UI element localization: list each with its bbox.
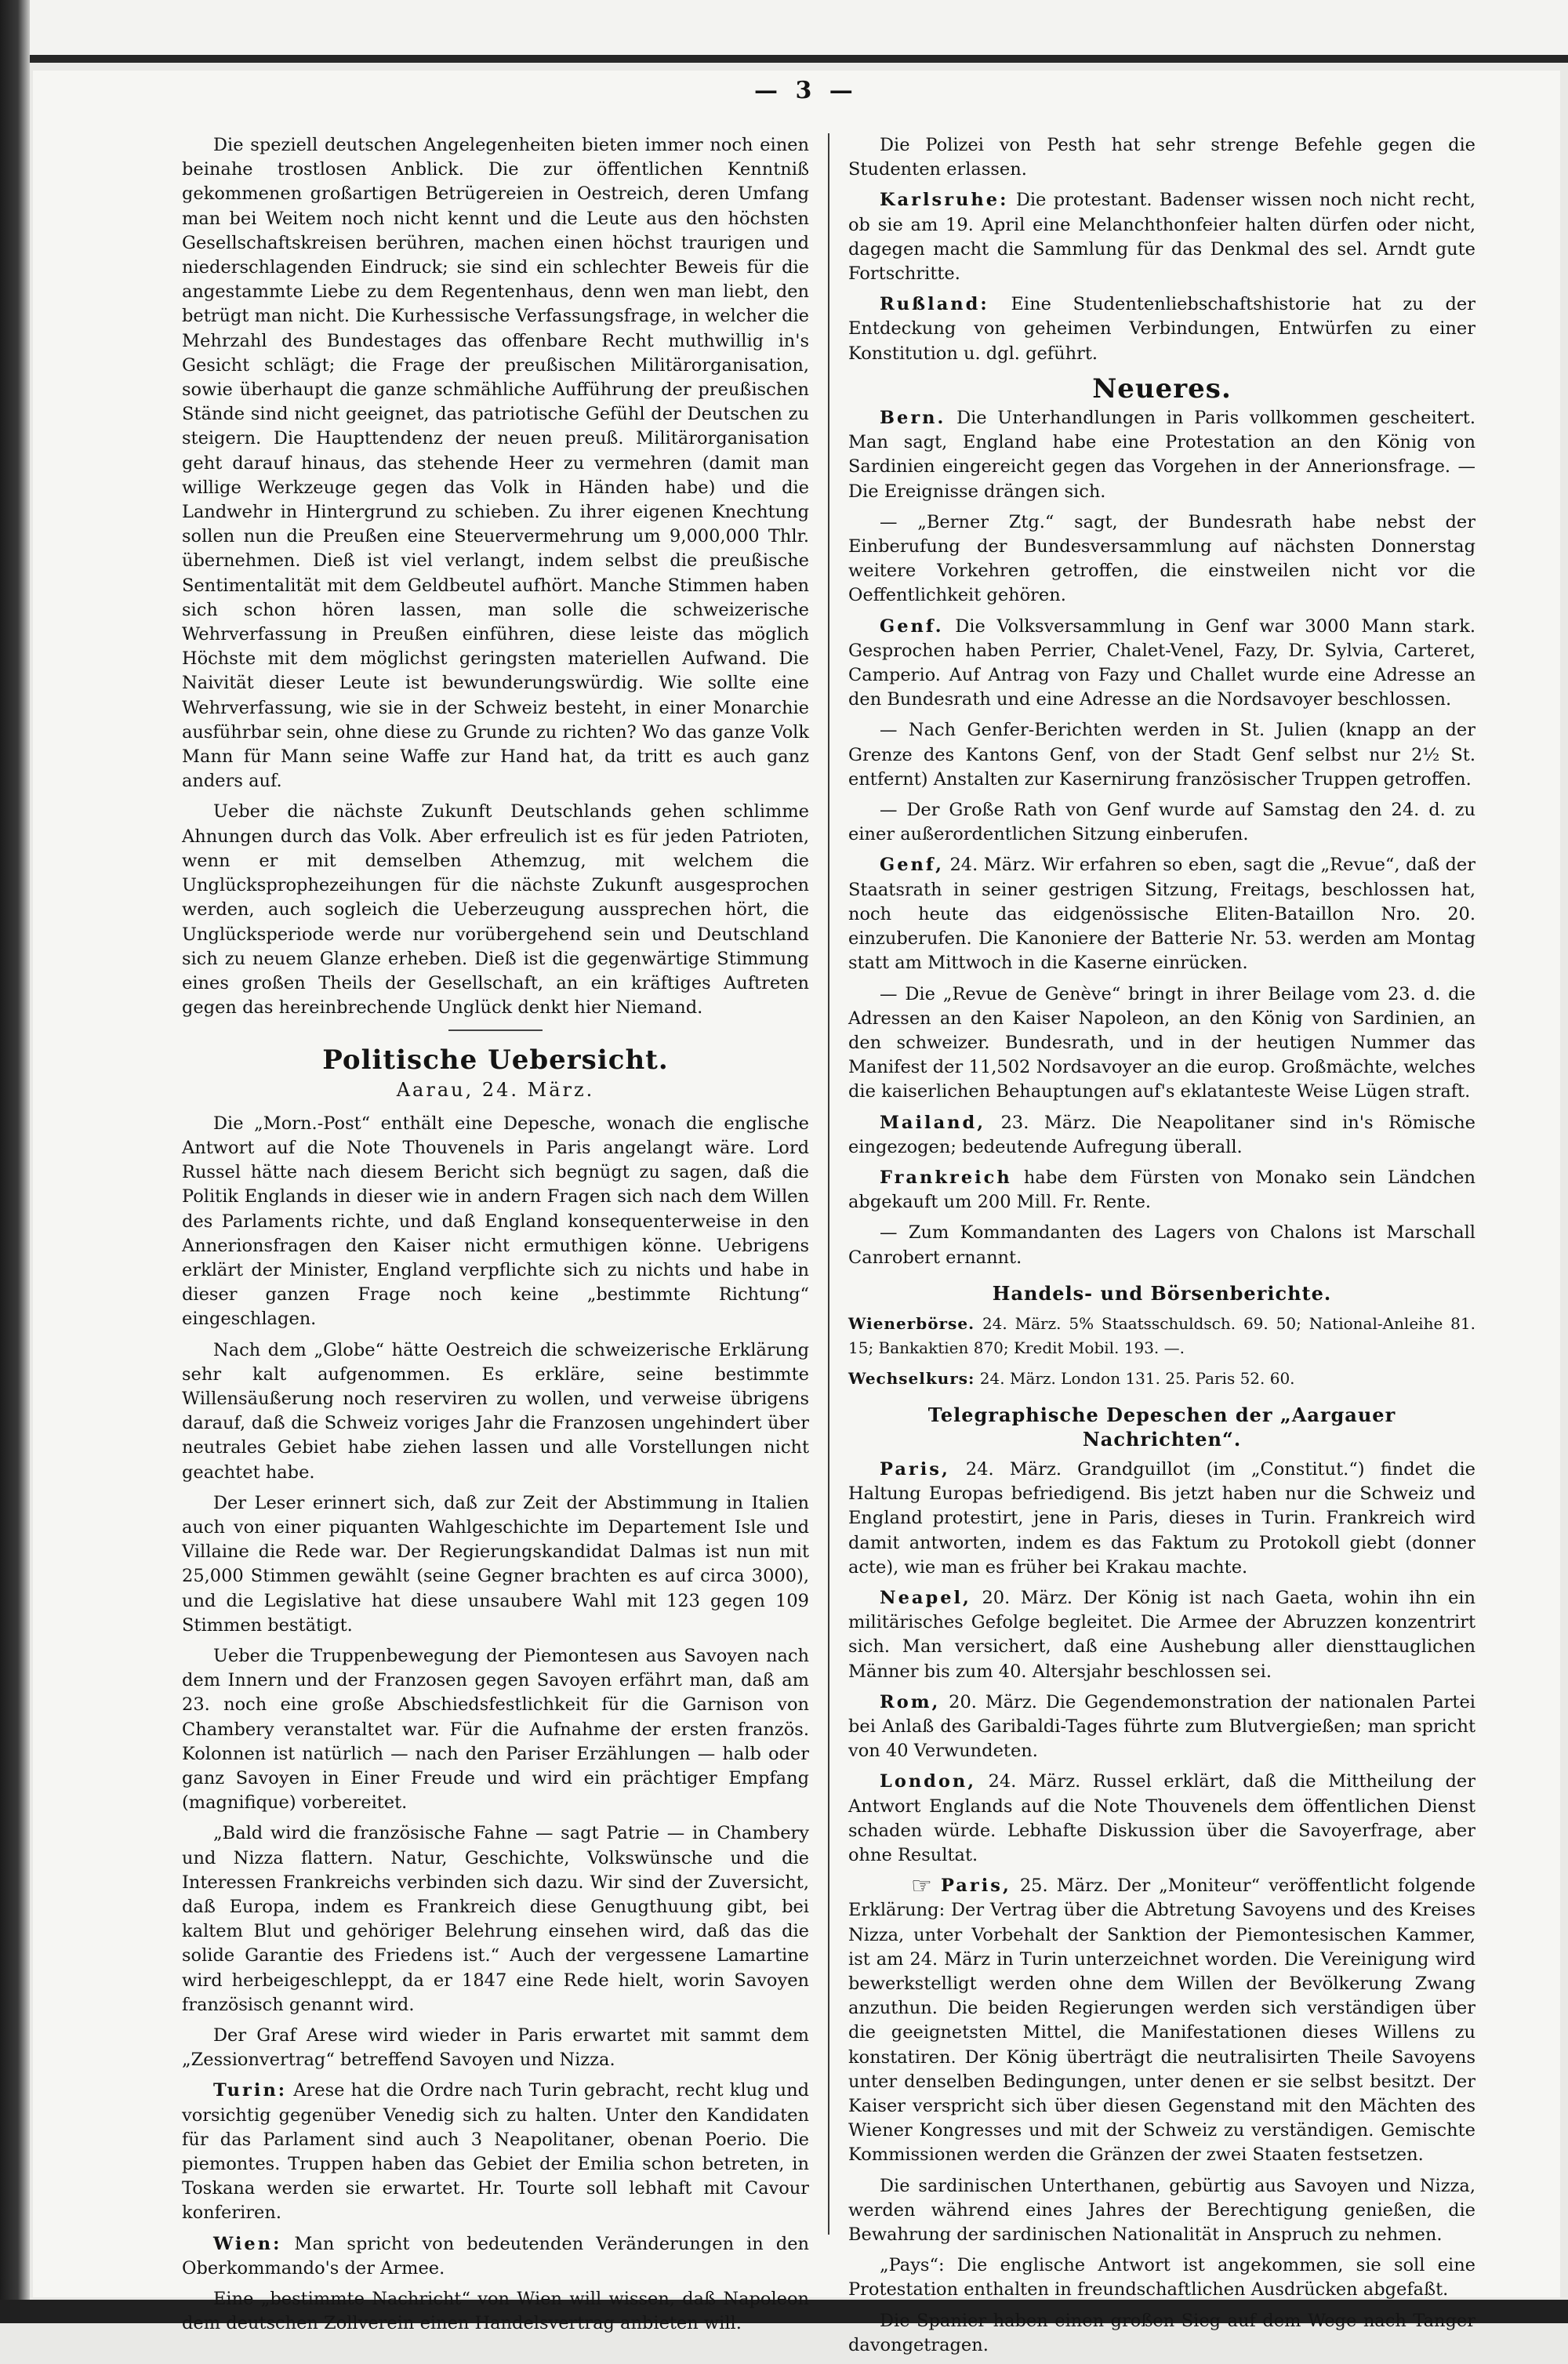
dateline: Aarau, 24. März. xyxy=(396,1078,595,1101)
news-item: Ueber die Truppenbewegung der Piemontesen aus Savoyen nach dem Innern und der Franzosen gegen Savoyen erfährt man, daß am 23. noch eine große Abschiedsfestlichkeit für die Garnison von Chambery veranstaltet war. Für die Aufnahme der ersten französ. Kolonnen ist natürlich — nach den Pariser Erzählungen — halb oder ganz Savoyen in Einer Freude und wird ein prächtiger Empfang (magnifique) vorbereitet. xyxy=(182,1645,809,1814)
news-item: Der Graf Arese wird wieder in Paris erwartet mit sammt dem „Zessionvertrag“ betreffend Savoyen und Nizza. xyxy=(182,2025,809,2071)
section-title-telegraphische-depeschen: Telegraphische Depeschen der „Aargauer Nachrichten“. xyxy=(927,1403,1396,1451)
paragraph: Ueber die nächste Zukunft Deutschlands gehen schlimme Ahnungen durch das Volk. Aber erfreulich ist es für jeden Patrioten, wenn er mit demselben Athemzug, mit welchem die Unglücksprophezeihungen für die nächste Zukunft ausgesprochen werden, auch sogleich die Ueberzeugung aussprechen hört, die Unglücksperiode werde nur vorübergehend sein und Deutschland sich zu neuem Glanze erheben. Dieß ist die gegenwärtige Stimmung eines großen Theils der Gesellschaft, an ein kräftiges Auftreten gegen das hereinbrechende Unglück denkt hier Niemand. xyxy=(182,801,809,1019)
market-line: Wechselkurs: 24. März. London 131. 25. Paris 52. 60. xyxy=(848,1369,1295,1389)
news-item: Turin: Arese hat die Ordre nach Turin gebracht, recht klug und vorsichtig gegenüber Venedig sich zu halten. Unter den Kandidaten für das Parlament sind auch 3 Neapolitaner, obenan Poerio. Die piemontes. Truppen haben das Gebiet der Emilia schon betreten, in Toskana werden sie erwartet. Hr. Tourte soll lebhaft mit Cavour konferiren. xyxy=(182,2080,809,2224)
news-item: Nach dem „Globe“ hätte Oestreich die schweizerische Erklärung sehr kalt aufgenommen. Es erkläre, seine bestimmte Willensäußerung noch reserviren zu wollen, und verweise übrigens darauf, daß die Schweiz voriges Jahr die Franzosen ungehindert über neutrales Gebiet habe ziehen lassen und alle Vorstellungen nicht geachtet habe. xyxy=(182,1339,809,1483)
paragraph: Die speziell deutschen Angelegenheiten bieten immer noch einen beinahe trostlosen Anblick. Die zur öffentlichen Kenntniß gekommenen großartigen Betrügereien in Oestreich, deren Umfang man bei Weitem noch nicht kennt und die Leute aus den höchsten Gesellschaftskreisen berühren, machen einen höchst traurigen und niederschlagenden Eindruck; sie sind ein schlechter Beweis für die angestammte Liebe zu dem Regentenhaus, denn wen man liebt, den betrügt man nicht. Die Kurhessische Verfassungsfrage, in welcher die Mehrzahl des Bundestages das offenbare Recht muthwillig in's Gesicht schlägt; die Frage der preußischen Militärorganisation, sowie überhaupt die ganze schmähliche Aufführung der preußischen Stände sind nicht geeignet, das patriotische Gefühl der Deutschen zu steigern. Die Haupttendenz der neuen preuß. Militärorganisation geht darauf hinaus, das stehende Heer zu vermehren (damit man willige Werkzeuge gegen das Volk in Händen habe) und die Landwehr in Hintergrund zu schieben. Zu ihrer eigenen Knechtung sollen nun die Preußen eine Steuervermehrung um 9,000,000 Thlr. übernehmen. Dieß ist viel verlangt, indem selbst die preußische Sentimentalität mit dem Geldbeutel aufhört. Manche Stimmen haben sich schon hören lassen, man solle die schweizerische Wehrverfassung in Preußen einführen, diese leiste das möglich Höchste mit dem möglichst geringsten materiellen Aufwand. Die Naivität dieser Leute ist bewunderungswürdig. Wie sollte eine Wehrverfassung, wie sie in der Schweiz besteht, in einer Monarchie ausführbar sein, ohne diese zu Grunde zu richten? Wo das ganze Volk Mann für Mann seine Waffe zur Hand hat, da tritt es auch ganz anders auf. xyxy=(182,135,809,792)
news-item: Bern. Die Unterhandlungen in Paris vollkommen gescheitert. Man sagt, England habe eine Protestation an den König von Sardinien eingereicht gegen das Vorgehen in der Annerionsfrage. — Die Ereignisse drängen sich. xyxy=(848,408,1475,502)
pointing-hand-icon: ☞ xyxy=(911,1872,932,1901)
market-report xyxy=(848,1312,1475,1392)
news-item: Frankreich habe dem Fürsten von Monako sein Ländchen abgekauft um 200 Mill. Fr. Rente. xyxy=(848,1167,1475,1213)
news-item: Karlsruhe: Die protestant. Badenser wissen noch nicht recht, ob sie am 19. April eine Melanchthonfeier halten dürfen oder nicht, dagegen macht die Sammlung für das Denkmal des sel. Arndt gute Fortschritte. xyxy=(848,190,1475,285)
news-item: — Zum Kommandanten des Lagers von Chalons ist Marschall Canrobert ernannt. xyxy=(848,1222,1475,1268)
column-divider xyxy=(828,133,829,2235)
news-item: — Der Große Rath von Genf wurde auf Samstag den 24. d. zu einer außerordentlichen Sitzung einberufen. xyxy=(848,800,1475,845)
news-item: Eine „bestimmte Nachricht“ von Wien will wissen, daß Napoleon dem deutschen Zollverein einen Handelsvertrag anbieten will. xyxy=(182,2289,809,2334)
page-number: — 3 — xyxy=(754,77,858,104)
news-item: London, 24. März. Russel erklärt, daß die Mittheilung der Antwort Englands auf die Note Thouvenels dem öffentlichen Dienst schaden würde. Lebhafte Diskussion über die Savoyerfrage, aber ohne Resultat. xyxy=(848,1771,1475,1865)
news-item: — „Berner Ztg.“ sagt, der Bundesrath habe nebst der Einberufung der Bundesversammlung auf nächsten Donnerstag weitere Vorkehren getroffen, die einstweilen nicht vor die Oeffentlichkeit gehören. xyxy=(848,511,1475,606)
news-item: Genf. Die Volksversammlung in Genf war 3000 Mann stark. Gesprochen haben Perrier, Chalet-Venel, Fazy, Dr. Sylvia, Carteret, Camperio. Auf Antrag von Fazy und Challet wurde eine Adresse an den Bundesrath und eine Adresse an die Nordsavoyer beschlossen. xyxy=(848,616,1475,710)
news-item: Paris, 24. März. Grandguillot (im „Constitut.“) findet die Haltung Europas befriedigend. Bis jetzt haben nur die Schweiz und England protestirt, jene in Paris, dieses in Turin. Frankreich wird damit antworten, indem es das Faktum zu Protokoll giebt (donner acte), wie man es früher bei Krakau machte. xyxy=(848,1458,1475,1578)
section-title-politische-uebersicht: Politische Uebersicht. xyxy=(322,1044,669,1077)
news-item: Die sardinischen Unterthanen, gebürtig aus Savoyen und Nizza, werden während eines Jahres der Berechtigung genießen, die Bewahrung der sardinischen Nationalität in Anspruch zu nehmen. xyxy=(848,2175,1475,2246)
news-item: Die Polizei von Pesth hat sehr strenge Befehle gegen die Studenten erlassen. xyxy=(848,135,1475,180)
right-column xyxy=(848,133,1475,2364)
news-item: Wien: Man spricht von bedeutenden Veränderungen in den Oberkommando's der Armee. xyxy=(182,2233,809,2279)
section-title-neueres: Neueres. xyxy=(1092,372,1232,405)
newspaper-page xyxy=(33,71,1560,2355)
news-item: Neapel, 20. März. Der König ist nach Gaeta, wohin ihn ein militärisches Gefolge begleitet. Die Armee der Abruzzen konzentrirt sich. Man versichert, daß eine Aushebung aller diensttauglichen Männer bis zum 40. Altersjahr beschlossen sei. xyxy=(848,1587,1475,1682)
news-item: „Bald wird die französische Fahne — sagt Patrie — in Chambery und Nizza flattern. Natur, Geschichte, Volkswünsche und die Interessen Frankreichs verbinden sich dazu. Wir sind der Zuversicht, daß Europa, indem es Frankreich diese Genugthuung gibt, bei kaltem Blut und gehöriger Belehrung einsehen wird, daß das die solide Garantie des Friedens ist.“ Auch der vergessene Lamartine wird herbeigeschleppt, da er 1847 eine Rede hielt, worin Savoyen französisch genannt wird. xyxy=(182,1823,809,2015)
news-item: Die Spanier haben einen großen Sieg auf dem Wege nach Tanger davongetragen. xyxy=(848,2310,1475,2355)
scan-binding-edge xyxy=(0,0,30,2323)
news-item: — Die „Revue de Genève“ bringt in ihrer Beilage vom 23. d. die Adressen an den Kaiser Napoleon, an den König von Sardinien, an den schweizer. Bundesrath, und in der heutigen Nummer das Manifest der 11,502 Nordsavoyer an die europ. Großmächte, welches die kaiserlichen Behauptungen auf's eklatanteste Weise Lügen straft. xyxy=(848,983,1475,1102)
section-title-boersenberichte: Handels- und Börsenberichte. xyxy=(992,1281,1332,1305)
scan-top-edge xyxy=(0,0,1568,63)
news-item: ☞ Paris, 25. März. Der „Moniteur“ veröffentlicht folgende Erklärung: Der Vertrag über die Abtretung Savoyens und des Kreises Nizza, unter Vorbehalt der Sanktion der Piemontesischen Kammer, ist am 24. März in Turin unterzeichnet worden. Die Vereinigung wird bewerkstelligt werden ohne dem Willen der Bevölkerung Zwang anzuthun. Die beiden Regierungen werden sich verständigen über die geeignetsten Mittel, die Manifestationen dieses Willens zu konstatiren. Der König überträgt die neutralisirten Theile Savoyens unter denselben Bedingungen, unter denen er sie selbst besitzt. Der Kaiser verspricht sich über diesen Gegenstand mit den Mächten des Wiener Kongresses und mit der Schweiz zu verständigen. Gemischte Kommissionen werden die Gränzen der zwei Staaten festsetzen. xyxy=(848,1872,1475,2166)
news-item: Rußland: Eine Studentenliebschaftshistorie hat zu der Entdeckung von geheimen Verbindungen, Entwürfen zu einer Konstitution u. dgl. geführt. xyxy=(848,294,1475,364)
news-item: — Nach Genfer-Berichten werden in St. Julien (knapp an der Grenze des Kantons Genf, von der Stadt Genf selbst nur 2½ St. entfernt) Anstalten zur Kasernirung französischer Truppen getroffen. xyxy=(848,720,1475,790)
news-item: Die „Morn.-Post“ enthält eine Depesche, wonach die englische Antwort auf die Note Thouvenels in Paris angelangt wäre. Lord Russel hätte nach diesem Bericht sich begnügt zu sagen, daß die Politik Englands in dieser wie in andern Fragen sich nach dem Willen des Parlaments richte, und daß England konsequenterweise in den Annerionsfragen den Kaiser nicht ermuthigen könne. Uebrigens erklärt der Minister, England verpflichte sich zu nichts und habe in dieser ganzen Frage noch keine „bestimmte Richtung“ eingeschlagen. xyxy=(182,1113,809,1330)
divider-rule xyxy=(448,1029,543,1031)
left-column xyxy=(182,133,809,2342)
news-item: Rom, 20. März. Die Gegendemonstration der nationalen Partei bei Anlaß des Garibaldi-Tages führte zum Blutvergießen; man spricht von 40 Verwundeten. xyxy=(848,1691,1475,1762)
news-item: Genf, 24. März. Wir erfahren so eben, sagt die „Revue“, daß der Staatsrath in seiner gestrigen Sitzung, Freitags, beschlossen hat, noch heute das eidgenössische Eliten-Bataillon Nro. 20. einzuberufen. Die Kanoniere der Batterie Nr. 53. werden am Montag statt am Mittwoch in die Kaserne einrücken. xyxy=(848,855,1475,974)
news-item: Mailand, 23. März. Die Neapolitaner sind in's Römische eingezogen; bedeutende Aufregung überall. xyxy=(848,1112,1475,1157)
market-line: Wienerbörse. 24. März. 5% Staatsschuldsch. 69. 50; National-Anleihe 81. 15; Bankaktien 870; Kredit Mobil. 193. —. xyxy=(848,1313,1475,1358)
news-item: „Pays“: Die englische Antwort ist angekommen, sie soll eine Protestation enthalten in freundschaftlichen Ausdrücken abgefaßt. xyxy=(848,2255,1475,2300)
news-item: Der Leser erinnert sich, daß zur Zeit der Abstimmung in Italien auch von einer piquanten Wahlgeschichte im Departement Isle und Villaine die Rede war. Der Regierungskandidat Dalmas ist nun mit 25,000 Stimmen gewählt (seine Gegner brachten es auf circa 3000), und die Legislative hat diese unsaubere Wahl mit 123 gegen 109 Stimmen bestätigt. xyxy=(182,1492,809,1636)
